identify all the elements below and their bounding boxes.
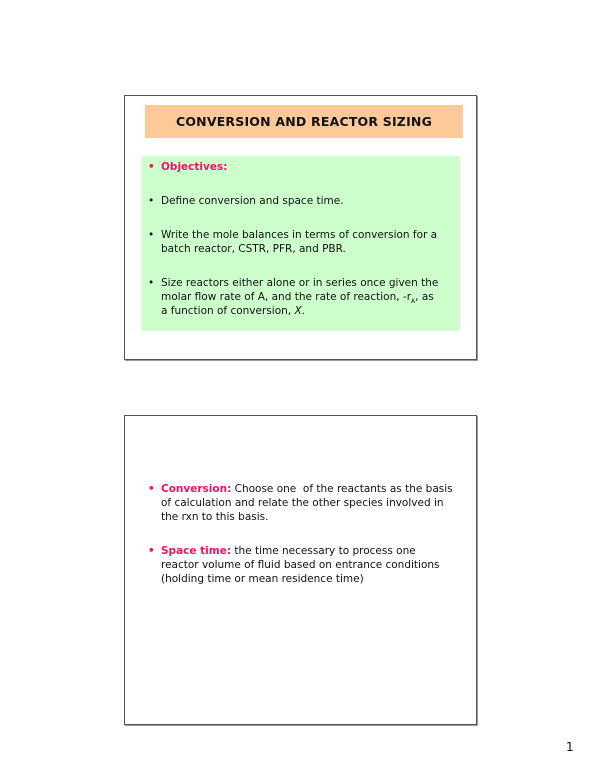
- slide-2: • Conversion: Choose one of the reactants as the basis of calculation and relate the other species involved in the rxn to this basis. • Space time: the time necessary to process one reactor volume of fluid based on entrance conditions (holding time or mean residence time): [124, 415, 477, 725]
- objectives-box: • Objectives: • Define conversion and space time. • Write the mole balances in terms of conversion for a batch reactor, CSTR, PFR, and PBR. • Size reactors either alone or in series once given the molar flow rate of A, and the rate of reaction, $-r_A$, as a function of conversion, X.: [142, 156, 460, 331]
- page-number: 1: [566, 740, 574, 754]
- slide-1: [124, 95, 477, 360]
- slide-title: CONVERSION AND REACTOR SIZING: [145, 105, 463, 138]
